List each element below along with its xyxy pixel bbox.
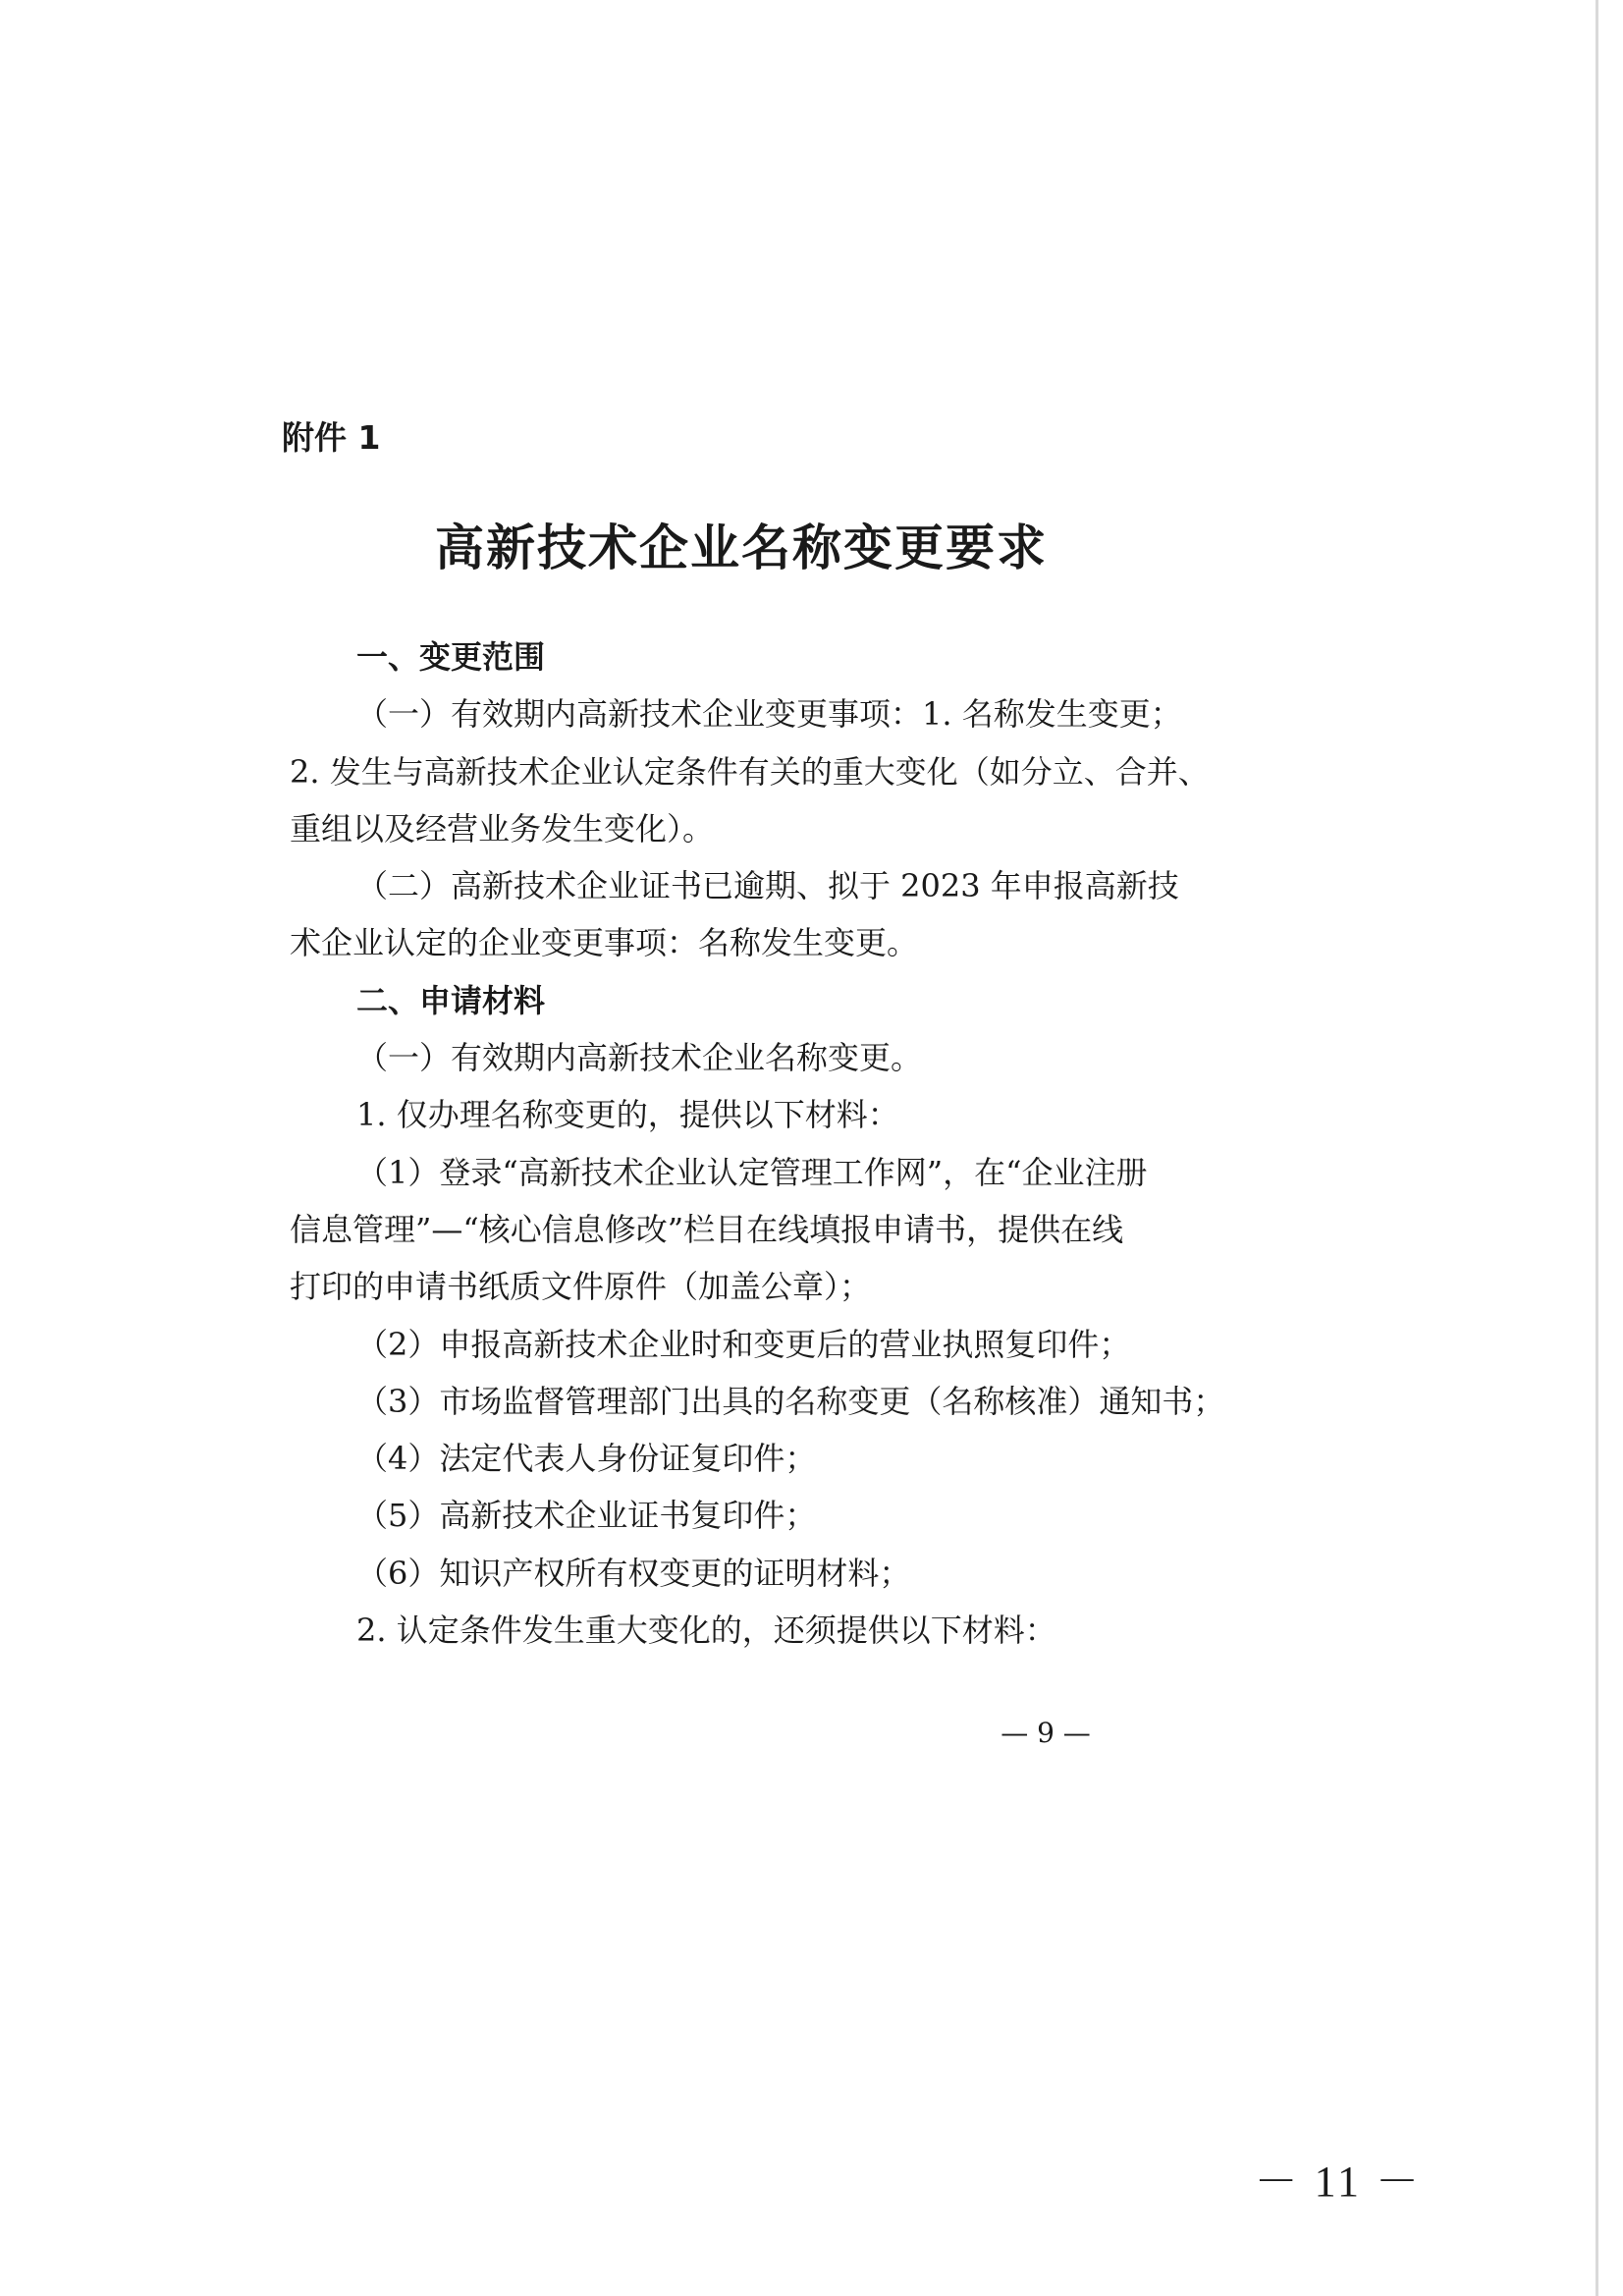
section-heading-materials: 二、申请材料: [356, 981, 546, 1019]
paragraph-line: （一）有效期内高新技术企业名称变更。: [356, 1039, 923, 1077]
outer-page-number: － 11 －: [1254, 2158, 1422, 2206]
scan-edge-line: [1596, 0, 1598, 2296]
section-heading-scope: 一、变更范围: [356, 638, 546, 676]
paragraph-line: 2. 发生与高新技术企业认定条件有关的重大变化（如分立、合并、: [290, 752, 1210, 791]
paragraph-line: 重组以及经营业务发生变化）。: [290, 809, 715, 847]
paragraph-line: 信息管理”—“核心信息修改”栏目在线填报申请书，提供在线: [290, 1210, 1124, 1248]
paragraph-line: 打印的申请书纸质文件原件（加盖公章）；: [290, 1268, 872, 1306]
attachment-label: 附件 1: [282, 418, 381, 457]
list-item: （5）高新技术企业证书复印件；: [356, 1497, 817, 1535]
list-item: （2）申报高新技术企业时和变更后的营业执照复印件；: [356, 1325, 1131, 1363]
document-title: 高新技术企业名称变更要求: [435, 519, 1048, 576]
document-body: [290, 629, 1225, 1659]
paragraph-line: （二）高新技术企业证书已逾期、拟于 2023 年申报高新技: [356, 867, 1179, 905]
list-item: （3）市场监督管理部门出具的名称变更（名称核准）通知书；: [356, 1382, 1225, 1420]
inner-page-number: — 9 —: [1001, 1717, 1091, 1749]
paragraph-line: （1）登录“高新技术企业认定管理工作网”，在“企业注册: [356, 1153, 1148, 1191]
list-item: （4）法定代表人身份证复印件；: [356, 1440, 817, 1478]
list-item: （6）知识产权所有权变更的证明材料；: [356, 1554, 911, 1592]
paragraph-line: 1. 仅办理名称变更的，提供以下材料：: [356, 1096, 899, 1134]
paragraph-line: 术企业认定的企业变更事项：名称发生变更。: [290, 924, 919, 962]
paragraph-line: 2. 认定条件发生重大变化的，还须提供以下材料：: [356, 1612, 1056, 1650]
paragraph-line: （一）有效期内高新技术企业变更事项：1. 名称发生变更；: [356, 695, 1182, 734]
